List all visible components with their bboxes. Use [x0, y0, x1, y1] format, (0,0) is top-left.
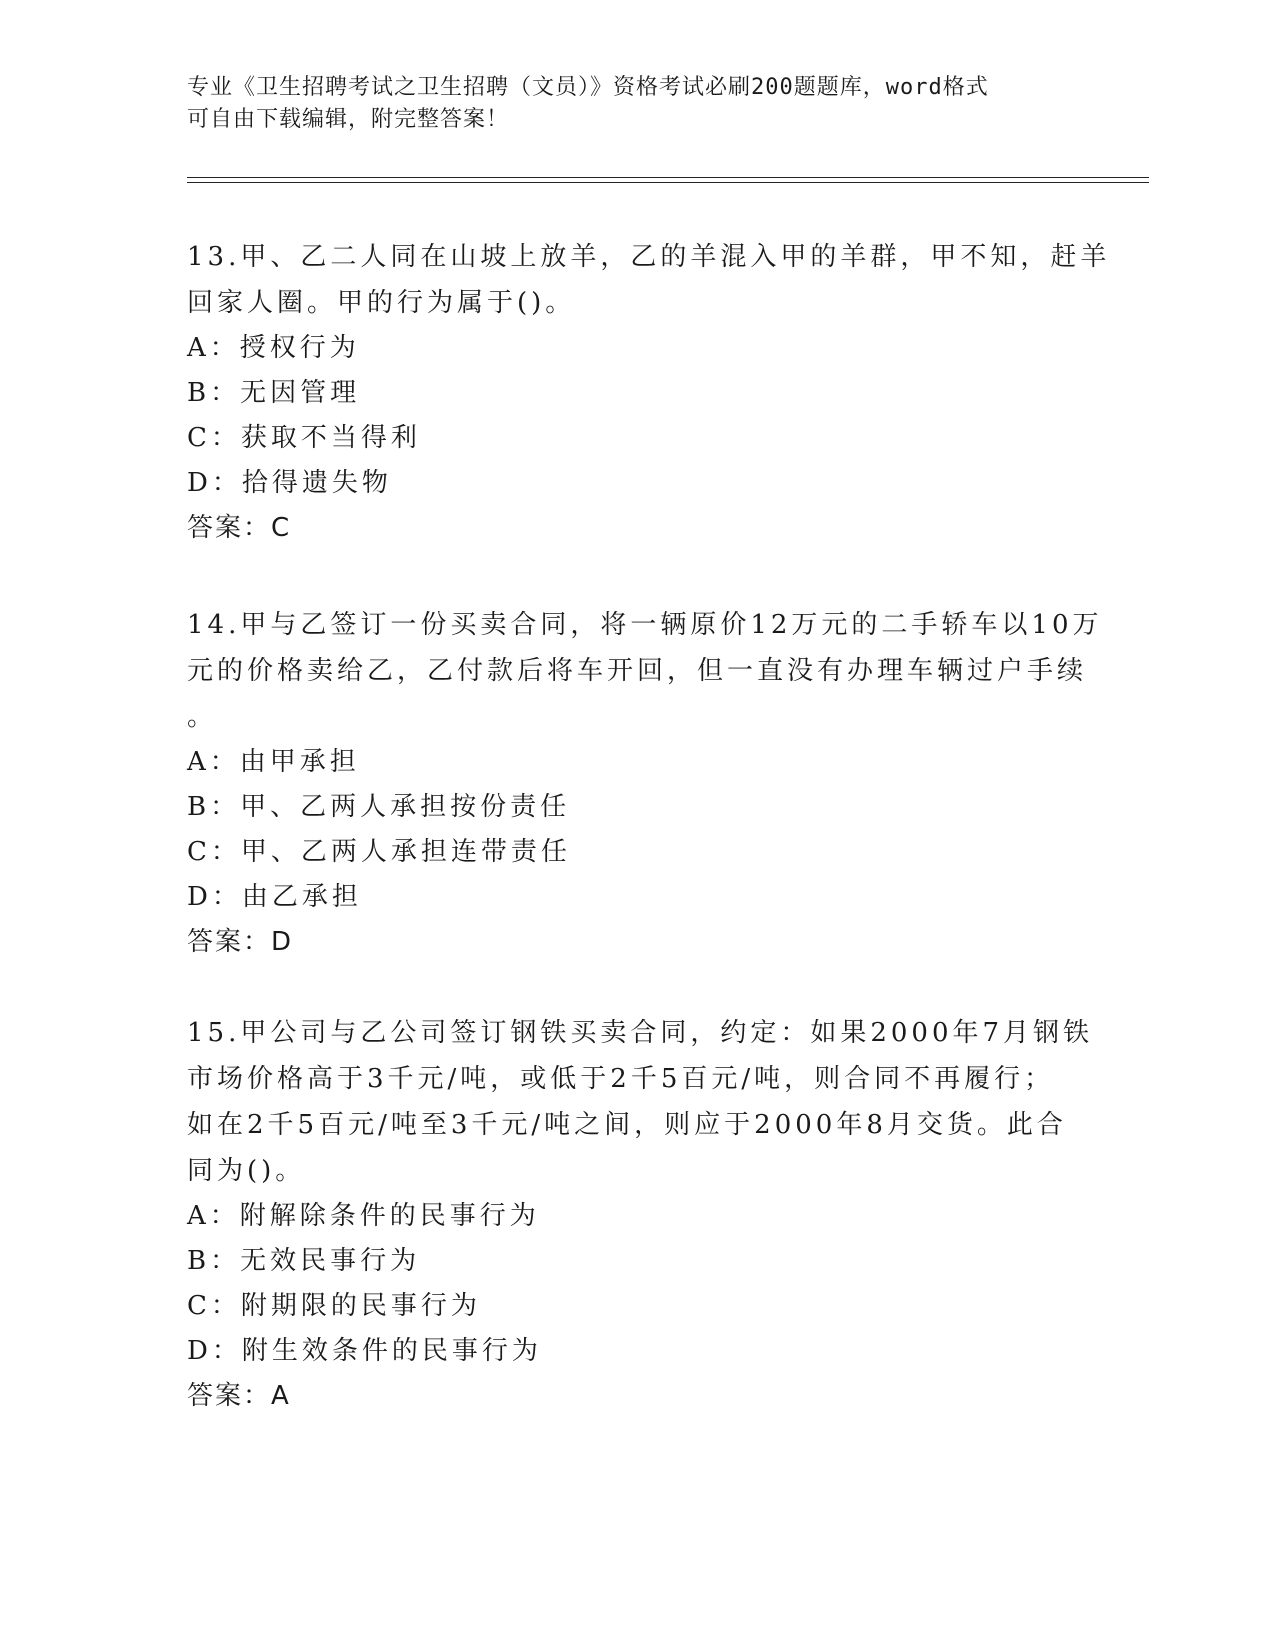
answer-line: 答案：A: [187, 1381, 291, 1411]
option-b: B：甲、乙两人承担按份责任: [187, 792, 571, 822]
option-a: A：附解除条件的民事行为: [187, 1201, 540, 1231]
question-stem-line: 如在2千5百元/吨至3千元/吨之间，则应于2000年8月交货。此合: [187, 1110, 1067, 1140]
question-14: [187, 602, 1103, 965]
answer-line: 答案：D: [187, 927, 294, 957]
question-stem-line: 市场价格高于3千元/吨，或低于2千5百元/吨，则合同不再履行；: [187, 1064, 1055, 1094]
answer-line: 答案：C: [187, 513, 292, 543]
header-line-1: 专业《卫生招聘考试之卫生招聘（文员）》资格考试必刷200题题库，word格式: [187, 75, 989, 100]
question-stem-line: 同为()。: [187, 1156, 306, 1186]
option-c: C：获取不当得利: [187, 423, 421, 453]
option-d: D：拾得遗失物: [187, 468, 392, 498]
question-stem-line: 15.甲公司与乙公司签订钢铁买卖合同，约定：如果2000年7月钢铁: [187, 1018, 1094, 1048]
option-c: C：附期限的民事行为: [187, 1291, 481, 1321]
header-divider-bottom: [187, 182, 1149, 183]
question-15: [187, 1010, 1094, 1419]
option-c: C：甲、乙两人承担连带责任: [187, 837, 571, 867]
question-stem-line: 元的价格卖给乙，乙付款后将车开回，但一直没有办理车辆过户手续: [187, 656, 1088, 686]
question-13: [187, 234, 1111, 551]
question-stem-line: 13.甲、乙二人同在山坡上放羊，乙的羊混入甲的羊群，甲不知，赶羊: [187, 242, 1111, 272]
question-stem-line: 回家人圈。甲的行为属于()。: [187, 288, 576, 318]
question-stem-line: 。: [187, 702, 218, 732]
document-header: [187, 72, 1067, 136]
header-line-2: 可自由下载编辑，附完整答案！: [187, 107, 510, 132]
header-divider-top: [187, 177, 1149, 178]
option-d: D：附生效条件的民事行为: [187, 1336, 542, 1366]
option-d: D：由乙承担: [187, 882, 362, 912]
option-a: A：授权行为: [187, 333, 360, 363]
question-stem-line: 14.甲与乙签订一份买卖合同，将一辆原价12万元的二手轿车以10万: [187, 610, 1103, 640]
option-a: A：由甲承担: [187, 747, 360, 777]
option-b: B：无效民事行为: [187, 1246, 421, 1276]
option-b: B：无因管理: [187, 378, 361, 408]
